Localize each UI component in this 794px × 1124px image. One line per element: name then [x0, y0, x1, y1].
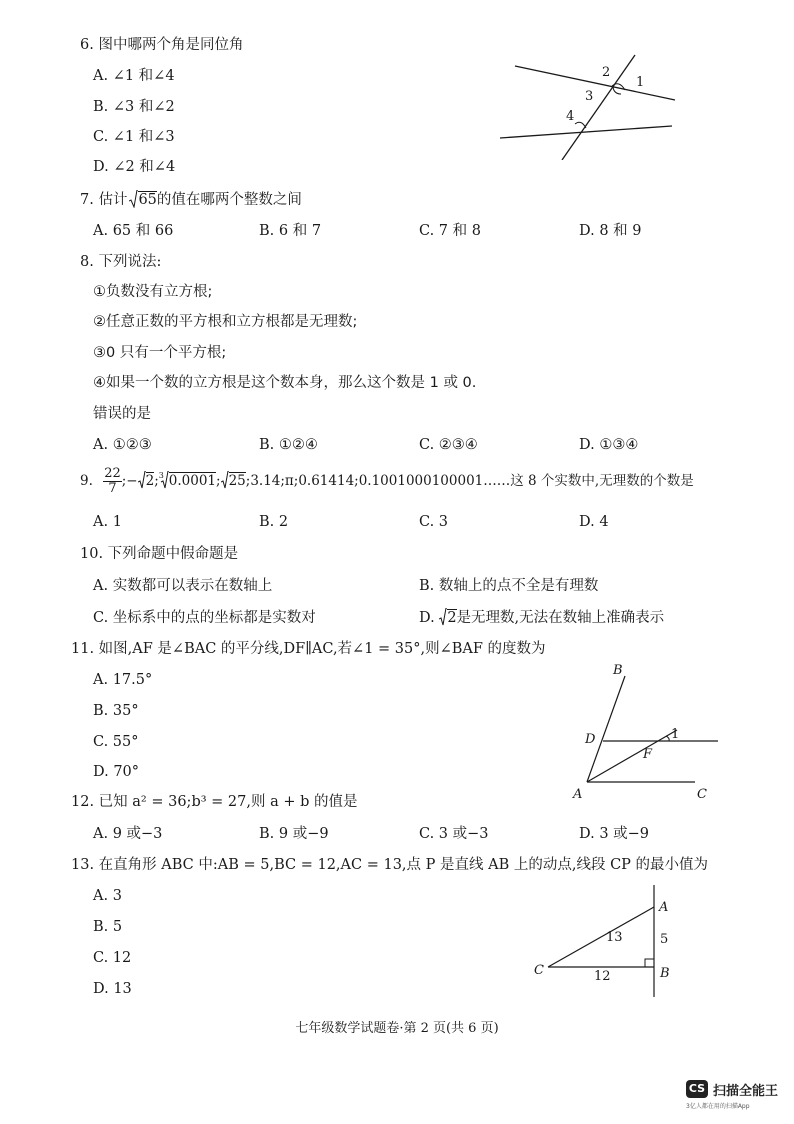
q13-option-d: D. 13 — [93, 981, 132, 997]
q13-fig-label-13: 13 — [606, 930, 623, 945]
q9-sqrt-2 — [138, 472, 155, 490]
q8-stem: 8. 下列说法: — [80, 254, 162, 270]
q7-option-b: B. 6 和 7 — [259, 223, 322, 239]
q13-option-c: C. 12 — [93, 950, 132, 966]
q10-option-d — [419, 609, 664, 627]
q9-cube-root — [159, 472, 216, 490]
q9-stem-rest: ;3.14;π;0.61414;0.1001000100001……这 8 个实数中,无理数的个数是 — [245, 473, 694, 489]
q11-option-b: B. 35° — [93, 703, 139, 719]
q9-cube-root-radicand: 0.0001 — [168, 473, 217, 489]
q10-option-d-suffix: 是无理数,无法在数轴上准确表示 — [456, 610, 665, 626]
q9-stem — [80, 467, 694, 496]
q8-option-d: D. ①③④ — [579, 437, 639, 453]
q9-sep-3: ; — [216, 473, 221, 489]
q7-stem-prefix: 7. 估计 — [80, 192, 128, 208]
q9-frac-den: 7 — [108, 481, 117, 496]
q9-option-d: D. 4 — [579, 514, 609, 530]
q7-option-c: C. 7 和 8 — [419, 223, 481, 239]
q13-option-a: A. 3 — [93, 888, 122, 904]
q7-sqrt — [129, 191, 156, 209]
q13-figure — [530, 885, 680, 1000]
q9-cube-root-index: 3 — [158, 471, 164, 480]
q13-fig-label-12: 12 — [594, 969, 611, 984]
q11-stem: 11. 如图,AF 是∠BAC 的平分线,DF∥AC,若∠1 = 35°,则∠BAF 的度数为 — [71, 641, 546, 657]
q9-sep-1: ;− — [121, 473, 138, 489]
q11-fig-label-b: B — [613, 663, 623, 678]
q12-option-b: B. 9 或−9 — [259, 826, 329, 842]
scanner-logo-icon: CS — [686, 1080, 708, 1098]
q7-option-d: D. 8 和 9 — [579, 223, 642, 239]
q8-statement-2: ②任意正数的平方根和立方根都是无理数; — [93, 314, 358, 330]
q13-fig-label-a: A — [659, 900, 669, 915]
q8-option-c: C. ②③④ — [419, 437, 478, 453]
q7-stem — [80, 191, 302, 209]
q6-figure — [500, 50, 690, 160]
q6-option-b: B. ∠3 和∠2 — [93, 99, 175, 115]
q11-fig-label-1: 1 — [671, 727, 680, 742]
q10-option-d-prefix: D. — [419, 610, 435, 626]
q13-fig-label-5: 5 — [660, 932, 669, 947]
q11-fig-label-d: D — [585, 732, 596, 747]
q10-option-b: B. 数轴上的点不全是有理数 — [419, 578, 599, 594]
q9-sqrt-2-radicand: 2 — [145, 473, 155, 489]
q11-option-a: A. 17.5° — [93, 672, 153, 688]
q6-fig-label-3: 3 — [585, 89, 594, 104]
q9-option-a: A. 1 — [93, 514, 122, 530]
q11-option-d: D. 70° — [93, 764, 140, 780]
q8-statement-4: ④如果一个数的立方根是这个数本身，那么这个数是 1 或 0. — [93, 375, 477, 391]
q9-option-b: B. 2 — [259, 514, 289, 530]
q9-sqrt-25-radicand: 25 — [228, 473, 246, 489]
q9-option-c: C. 3 — [419, 514, 449, 530]
q7-stem-suffix: 的值在哪两个整数之间 — [156, 192, 302, 208]
q6-fig-label-4: 4 — [566, 109, 575, 124]
q11-option-c: C. 55° — [93, 734, 139, 750]
q9-sep-2: ; — [154, 473, 159, 489]
q9-sqrt-25 — [221, 472, 246, 490]
q7-option-a: A. 65 和 66 — [93, 223, 174, 239]
q6-fig-label-2: 2 — [602, 65, 611, 80]
q12-stem: 12. 已知 a² = 36;b³ = 27,则 a + b 的值是 — [71, 794, 358, 810]
q12-option-c: C. 3 或−3 — [419, 826, 489, 842]
q6-option-d: D. ∠2 和∠4 — [93, 159, 176, 175]
q9-fraction — [103, 467, 122, 496]
q6-option-c: C. ∠1 和∠3 — [93, 129, 175, 145]
scanner-watermark — [686, 1080, 786, 1114]
q11-fig-label-a: A — [573, 787, 583, 800]
page-footer: 七年级数学试题卷·第 2 页(共 6 页) — [295, 1021, 499, 1036]
q13-option-b: B. 5 — [93, 919, 123, 935]
q13-fig-label-c: C — [534, 963, 544, 978]
q6-fig-label-1: 1 — [636, 75, 645, 90]
q10-option-c: C. 坐标系中的点的坐标都是实数对 — [93, 610, 316, 626]
q8-statement-3: ③0 只有一个平方根; — [93, 345, 227, 361]
q10-option-a: A. 实数都可以表示在数轴上 — [93, 578, 273, 594]
q13-fig-label-b: B — [660, 966, 670, 981]
q13-stem: 13. 在直角形 ABC 中:AB = 5,BC = 12,AC = 13,点 P 是直线 AB 上的动点,线段 CP 的最小值为 — [71, 857, 709, 873]
q9-frac-num: 22 — [104, 466, 121, 481]
q11-fig-label-f: F — [643, 747, 653, 762]
q11-fig-label-c: C — [697, 787, 707, 800]
q12-option-a: A. 9 或−3 — [93, 826, 163, 842]
q11-figure — [565, 660, 725, 800]
q8-option-b: B. ①②④ — [259, 437, 318, 453]
q12-option-d: D. 3 或−9 — [579, 826, 650, 842]
q6-stem: 6. 图中哪两个角是同位角 — [80, 37, 244, 53]
q10-stem: 10. 下列命题中假命题是 — [80, 546, 239, 562]
q8-ask: 错误的是 — [93, 406, 151, 422]
q10-option-d-sqrt — [439, 609, 456, 627]
q7-radicand: 65 — [138, 192, 157, 208]
q10-option-d-radicand: 2 — [447, 610, 457, 626]
q8-statement-1: ①负数没有立方根; — [93, 284, 213, 300]
scanner-app-name: 扫描全能王 — [713, 1084, 779, 1099]
q6-option-a: A. ∠1 和∠4 — [93, 68, 175, 84]
q9-number: 9. — [80, 473, 93, 489]
q8-option-a: A. ①②③ — [93, 437, 152, 453]
scanner-tagline: 3亿人都在用的扫描App — [686, 1103, 750, 1110]
